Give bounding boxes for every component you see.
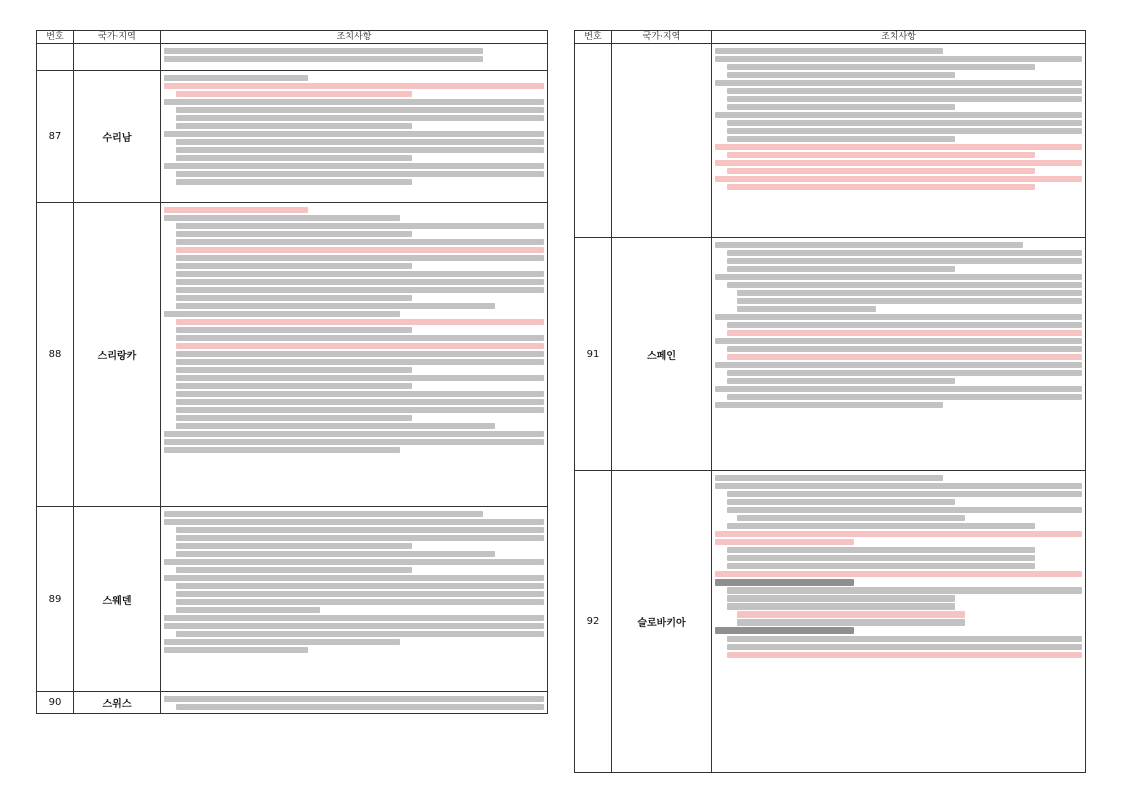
text-line: [176, 631, 544, 638]
text-line: [164, 511, 483, 518]
highlighted-text-line: [727, 330, 1082, 337]
text-line: [176, 423, 495, 430]
text-line: [727, 555, 1035, 562]
text-line: [727, 563, 1035, 570]
row-number: [37, 44, 74, 71]
highlighted-text-line: [715, 539, 854, 546]
text-line: [176, 107, 544, 114]
text-line: [176, 704, 544, 711]
text-line: [176, 115, 544, 122]
header-measures: 조치사항: [712, 31, 1086, 44]
row-number: 90: [37, 692, 74, 714]
highlighted-text-line: [176, 343, 544, 350]
right-measures-table: [574, 30, 1086, 773]
left-table-panel: [36, 30, 548, 771]
text-line: [727, 72, 955, 79]
text-line: [164, 48, 483, 55]
row-country: 스페인: [612, 238, 712, 471]
text-line: [176, 303, 495, 310]
row-number: 92: [575, 471, 612, 773]
row-number: 88: [37, 203, 74, 507]
row-number: 91: [575, 238, 612, 471]
text-line: [727, 636, 1082, 643]
text-line: [164, 696, 544, 703]
text-line: [176, 527, 544, 534]
text-line: [176, 263, 412, 270]
highlighted-text-line: [164, 207, 308, 214]
text-line: [176, 255, 544, 262]
text-line: [164, 163, 544, 170]
text-line: [164, 559, 544, 566]
text-line: [176, 535, 544, 542]
text-line: [715, 242, 1023, 249]
row-country: [74, 44, 161, 71]
text-line: [176, 415, 412, 422]
row-measures-text: [161, 692, 548, 714]
text-line: [727, 587, 1082, 594]
text-line: [176, 239, 544, 246]
text-line: [727, 120, 1082, 127]
table-row: [37, 507, 548, 692]
highlighted-text-line: [176, 319, 544, 326]
text-line: [715, 362, 1082, 369]
header-country: 국가·지역: [612, 31, 712, 44]
text-line: [715, 627, 854, 634]
table-row: [37, 44, 548, 71]
text-line: [715, 48, 943, 55]
text-line: [164, 311, 400, 318]
text-line: [727, 128, 1082, 135]
text-line: [164, 99, 544, 106]
text-line: [176, 599, 544, 606]
text-line: [727, 603, 955, 610]
text-line: [715, 483, 1082, 490]
text-line: [715, 386, 1082, 393]
row-country: [612, 44, 712, 238]
text-line: [715, 112, 1082, 119]
text-line: [737, 619, 965, 626]
text-line: [164, 519, 544, 526]
text-line: [176, 139, 544, 146]
text-line: [727, 499, 955, 506]
text-line: [176, 359, 544, 366]
text-line: [176, 335, 544, 342]
text-line: [715, 274, 1082, 281]
text-line: [715, 314, 1082, 321]
text-line: [727, 394, 1082, 401]
left-measures-table: [36, 30, 548, 714]
text-line: [176, 147, 544, 154]
text-line: [727, 258, 1082, 265]
row-measures-text: [161, 44, 548, 71]
highlighted-text-line: [715, 144, 1082, 151]
highlighted-text-line: [727, 354, 1082, 361]
table-row: [37, 692, 548, 714]
row-country: 수리남: [74, 71, 161, 203]
text-line: [164, 215, 400, 222]
text-line: [176, 367, 412, 374]
text-line: [164, 647, 308, 654]
row-country: 스위스: [74, 692, 161, 714]
text-line: [727, 282, 1082, 289]
text-line: [727, 136, 955, 143]
highlighted-text-line: [727, 652, 1082, 659]
text-line: [727, 266, 955, 273]
text-line: [176, 351, 544, 358]
text-line: [176, 327, 412, 334]
right-table-panel: [574, 30, 1086, 771]
row-country: 스웨덴: [74, 507, 161, 692]
highlighted-text-line: [176, 91, 412, 98]
text-line: [715, 80, 1082, 87]
text-line: [737, 290, 1082, 297]
text-line: [715, 402, 943, 409]
highlighted-text-line: [176, 247, 544, 254]
table-row: [575, 44, 1086, 238]
text-line: [176, 279, 544, 286]
row-measures-text: [161, 71, 548, 203]
text-line: [164, 75, 308, 82]
text-line: [176, 179, 412, 186]
text-line: [176, 383, 412, 390]
text-line: [715, 475, 943, 482]
highlighted-text-line: [727, 168, 1035, 175]
text-line: [727, 523, 1035, 530]
text-line: [715, 579, 854, 586]
row-number: 87: [37, 71, 74, 203]
highlighted-text-line: [727, 152, 1035, 159]
text-line: [176, 295, 412, 302]
text-line: [176, 407, 544, 414]
text-line: [727, 595, 955, 602]
row-measures-text: [161, 203, 548, 507]
row-measures-text: [712, 44, 1086, 238]
text-line: [164, 639, 400, 646]
text-line: [727, 507, 1082, 514]
text-line: [176, 375, 544, 382]
text-line: [176, 583, 544, 590]
highlighted-text-line: [164, 83, 544, 90]
text-line: [176, 287, 544, 294]
text-line: [176, 171, 544, 178]
row-measures-text: [712, 471, 1086, 773]
row-measures-text: [712, 238, 1086, 471]
text-line: [176, 543, 412, 550]
text-line: [164, 439, 544, 446]
text-line: [737, 306, 876, 313]
text-line: [164, 131, 544, 138]
text-line: [727, 644, 1082, 651]
highlighted-text-line: [715, 176, 1082, 183]
text-line: [715, 56, 1082, 63]
text-line: [737, 298, 1082, 305]
text-line: [727, 491, 1082, 498]
text-line: [727, 104, 955, 111]
table-row: [575, 238, 1086, 471]
row-country: 스리랑카: [74, 203, 161, 507]
text-line: [176, 607, 320, 614]
text-line: [727, 547, 1035, 554]
table-row: [37, 203, 548, 507]
text-line: [727, 88, 1082, 95]
highlighted-text-line: [727, 184, 1035, 191]
text-line: [164, 56, 483, 63]
text-line: [176, 591, 544, 598]
text-line: [727, 370, 1082, 377]
text-line: [727, 250, 1082, 257]
header-number: 번호: [575, 31, 612, 44]
header-country: 국가·지역: [74, 31, 161, 44]
text-line: [727, 322, 1082, 329]
text-line: [727, 346, 1082, 353]
text-line: [727, 96, 1082, 103]
right-table-header: [575, 31, 1086, 44]
row-number: 89: [37, 507, 74, 692]
highlighted-text-line: [715, 531, 1082, 538]
row-measures-text: [161, 507, 548, 692]
text-line: [727, 378, 955, 385]
text-line: [176, 551, 495, 558]
header-measures: 조치사항: [161, 31, 548, 44]
text-line: [164, 575, 544, 582]
table-row: [37, 71, 548, 203]
text-line: [164, 431, 544, 438]
text-line: [176, 155, 412, 162]
text-line: [164, 615, 544, 622]
text-line: [727, 64, 1035, 71]
highlighted-text-line: [715, 571, 1082, 578]
left-table-header: [37, 31, 548, 44]
text-line: [176, 271, 544, 278]
text-line: [715, 338, 1082, 345]
text-line: [737, 515, 965, 522]
text-line: [176, 231, 412, 238]
table-row: [575, 471, 1086, 773]
text-line: [176, 223, 544, 230]
row-number: [575, 44, 612, 238]
text-line: [176, 391, 544, 398]
highlighted-text-line: [737, 611, 965, 618]
highlighted-text-line: [715, 160, 1082, 167]
text-line: [164, 447, 400, 454]
text-line: [164, 623, 544, 630]
text-line: [176, 123, 412, 130]
text-line: [176, 567, 412, 574]
row-country: 슬로바키아: [612, 471, 712, 773]
header-number: 번호: [37, 31, 74, 44]
text-line: [176, 399, 544, 406]
